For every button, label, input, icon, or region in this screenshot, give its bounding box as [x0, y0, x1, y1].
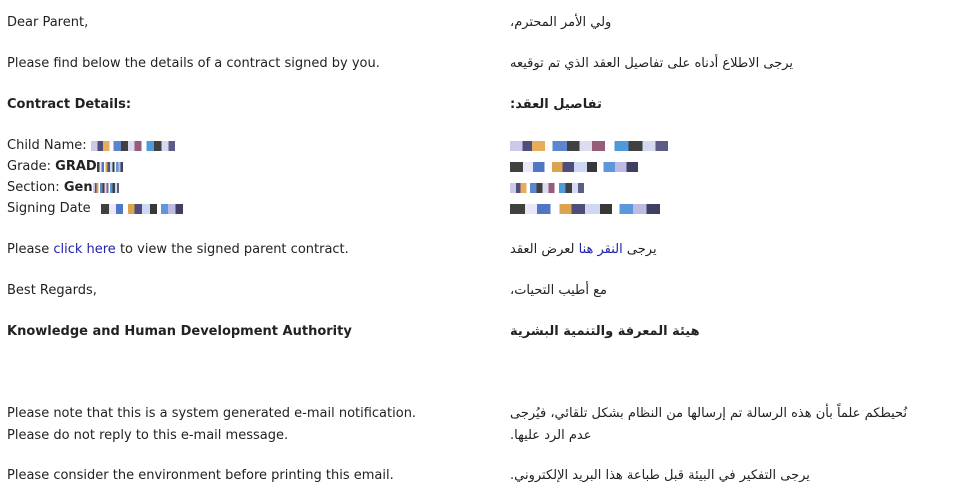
redacted-section-ar: [510, 183, 584, 193]
click-here-link-ar[interactable]: النقر هنا: [578, 242, 623, 257]
signing-date-label: Signing Date: [7, 201, 91, 216]
redacted-row-2-ar: [510, 156, 638, 178]
view-contract-ar: [510, 239, 657, 261]
view-prefix-ar: يرجى: [622, 242, 657, 257]
section-label: Section:: [7, 180, 60, 195]
redacted-grade: [97, 162, 123, 172]
redacted-child-name-ar: [510, 141, 668, 151]
intro-en: Please find below the details of a contract signed by you.: [7, 56, 380, 71]
click-here-link[interactable]: click here: [53, 242, 116, 257]
greeting-en: Dear Parent,: [7, 15, 89, 30]
child-name-row: [7, 135, 175, 157]
redacted-section: [93, 183, 119, 193]
environment-note-en: Please consider the environment before printing this email.: [7, 468, 394, 483]
regards-en: Best Regards,: [7, 283, 97, 298]
redacted-row-3-ar: [510, 177, 584, 199]
authority-name-en: Knowledge and Human Development Authority: [7, 324, 352, 339]
contract-details-heading-en: Contract Details:: [7, 97, 132, 112]
section-value: Gen: [63, 180, 93, 195]
redacted-signing-date-ar: [510, 204, 660, 214]
view-suffix-en: to view the signed parent contract.: [115, 242, 349, 257]
redacted-row-4-ar: [510, 198, 660, 220]
child-name-label: Child Name:: [7, 138, 87, 153]
system-note-ar-line2: عدم الرد عليها.: [510, 428, 592, 443]
grade-label: Grade:: [7, 159, 52, 174]
redacted-signing-date: [101, 204, 183, 214]
signing-date-row: [7, 198, 183, 220]
intro-ar: يرجى الاطلاع أدناه على تفاصيل العقد الذي تم توقيعه: [510, 56, 794, 71]
greeting-ar: ولي الأمر المحترم،: [510, 15, 612, 30]
grade-value: GRAD: [55, 159, 97, 174]
redacted-child-name: [91, 141, 175, 151]
redacted-row-1-ar: [510, 135, 668, 157]
regards-ar: مع أطيب التحيات،: [510, 283, 607, 298]
environment-note-ar: يرجى التفكير في البيئة قبل طباعة هذا البريد الإلكتروني.: [510, 468, 810, 483]
contract-details-heading-ar: تفاصيل العقد:: [510, 97, 602, 112]
view-suffix-ar: لعرض العقد: [510, 242, 579, 257]
section-row: [7, 177, 119, 199]
grade-row: [7, 156, 123, 178]
authority-name-ar: هيئة المعرفة والتنمية البشرية: [510, 324, 700, 339]
redacted-grade-ar: [510, 162, 638, 172]
view-prefix-en: Please: [7, 242, 54, 257]
system-note-ar-line1: نُحيطكم علماً بأن هذه الرسالة تم إرسالها من النظام بشكل تلقائي، فيُرجى: [510, 406, 908, 421]
system-note-en: Please note that this is a system generated e-mail notification. Please do not reply to this e-mail message.: [7, 406, 417, 443]
view-contract-en: [7, 239, 349, 261]
